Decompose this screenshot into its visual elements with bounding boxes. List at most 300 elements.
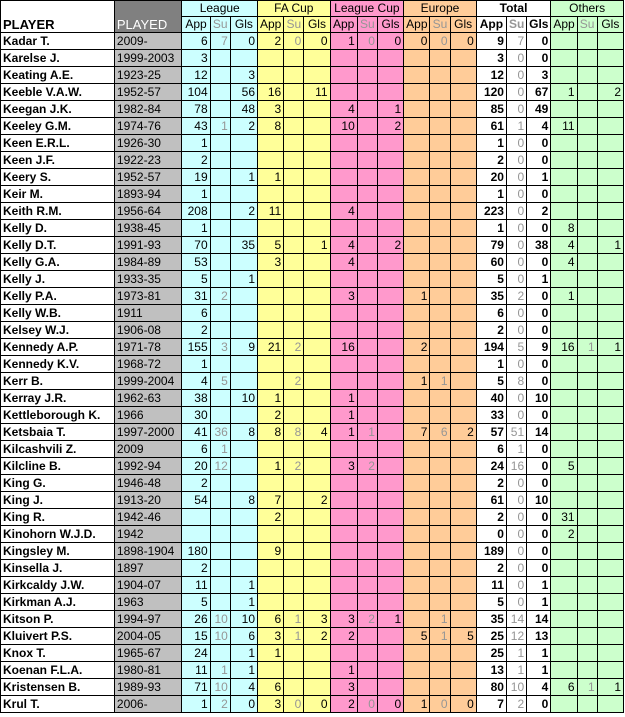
- stat-cell: 0: [527, 322, 551, 339]
- stat-cell: 7: [506, 33, 526, 50]
- subheader-fa-0: App: [258, 17, 284, 33]
- stat-cell: [577, 118, 597, 135]
- stat-cell: [430, 526, 450, 543]
- stat-cell: [551, 373, 577, 390]
- stat-cell: 4: [304, 424, 330, 441]
- table-row: [1, 322, 624, 339]
- stat-cell: 0: [506, 84, 526, 101]
- stat-cell: [230, 475, 257, 492]
- stat-cell: [377, 67, 403, 84]
- stat-cell: [450, 186, 476, 203]
- stat-cell: [258, 662, 284, 679]
- stat-cell: [430, 458, 450, 475]
- stat-cell: 0: [377, 696, 403, 713]
- stat-cell: [450, 101, 476, 118]
- player-name: Keating A.E.: [1, 67, 115, 84]
- played-years: 1968-72: [114, 356, 182, 373]
- stat-cell: [551, 628, 577, 645]
- stat-cell: [597, 186, 623, 203]
- stat-cell: [284, 203, 304, 220]
- stat-cell: 7: [476, 696, 506, 713]
- stat-cell: 0: [506, 271, 526, 288]
- stat-cell: [284, 679, 304, 696]
- stat-cell: 0: [430, 696, 450, 713]
- stat-cell: 0: [527, 50, 551, 67]
- stat-cell: 2: [284, 458, 304, 475]
- stat-cell: 10: [230, 611, 257, 628]
- stat-cell: [404, 203, 430, 220]
- table-row: [1, 594, 624, 611]
- stat-cell: 1: [476, 220, 506, 237]
- stat-cell: [304, 390, 330, 407]
- stat-cell: [450, 288, 476, 305]
- stat-cell: 0: [357, 33, 377, 50]
- played-years: 1926-30: [114, 135, 182, 152]
- stat-cell: 70: [182, 237, 210, 254]
- stat-cell: [330, 135, 357, 152]
- stat-cell: 24: [476, 458, 506, 475]
- stat-cell: [404, 254, 430, 271]
- stat-cell: 13: [527, 628, 551, 645]
- stat-cell: 2: [330, 696, 357, 713]
- played-header-top: [114, 1, 182, 17]
- stat-cell: [551, 33, 577, 50]
- stat-cell: [597, 305, 623, 322]
- stat-cell: [330, 271, 357, 288]
- stat-cell: [551, 101, 577, 118]
- stat-cell: [357, 203, 377, 220]
- stat-cell: 1: [330, 407, 357, 424]
- stat-cell: [304, 373, 330, 390]
- stat-cell: [357, 645, 377, 662]
- stat-cell: 0: [527, 33, 551, 50]
- stat-cell: 79: [476, 237, 506, 254]
- stat-cell: [284, 526, 304, 543]
- player-name: Ketsbaia T.: [1, 424, 115, 441]
- stat-cell: [284, 543, 304, 560]
- stat-cell: [304, 509, 330, 526]
- stat-cell: [230, 288, 257, 305]
- table-row: [1, 305, 624, 322]
- stat-cell: [304, 271, 330, 288]
- stat-cell: 0: [450, 696, 476, 713]
- stat-cell: [284, 50, 304, 67]
- stat-cell: 4: [330, 237, 357, 254]
- played-years: 1906-08: [114, 322, 182, 339]
- stat-cell: 11: [551, 118, 577, 135]
- stat-cell: 85: [476, 101, 506, 118]
- player-name: Kingsley M.: [1, 543, 115, 560]
- stat-cell: 2: [210, 288, 230, 305]
- stat-cell: [210, 101, 230, 118]
- stat-cell: [551, 356, 577, 373]
- stat-cell: [284, 271, 304, 288]
- stat-cell: [258, 373, 284, 390]
- stat-cell: 9: [258, 543, 284, 560]
- stat-cell: [404, 169, 430, 186]
- stat-cell: 40: [476, 390, 506, 407]
- stat-cell: 2: [357, 611, 377, 628]
- stat-cell: [577, 101, 597, 118]
- stat-cell: [284, 288, 304, 305]
- stat-cell: [404, 50, 430, 67]
- stat-cell: [357, 679, 377, 696]
- stat-cell: 1: [258, 390, 284, 407]
- stat-cell: [230, 220, 257, 237]
- stat-cell: 6: [258, 611, 284, 628]
- stat-cell: [284, 509, 304, 526]
- stat-cell: [577, 424, 597, 441]
- stat-cell: [357, 526, 377, 543]
- stat-cell: [450, 67, 476, 84]
- stat-cell: [430, 594, 450, 611]
- stat-cell: [577, 322, 597, 339]
- stat-cell: 0: [284, 33, 304, 50]
- stat-cell: [597, 203, 623, 220]
- stat-cell: [597, 696, 623, 713]
- stat-cell: 25: [476, 645, 506, 662]
- stat-cell: [284, 577, 304, 594]
- stat-cell: [404, 526, 430, 543]
- stat-cell: [597, 492, 623, 509]
- player-name: Keeley G.M.: [1, 118, 115, 135]
- stat-cell: [577, 84, 597, 101]
- table-row: [1, 509, 624, 526]
- player-name: Krul T.: [1, 696, 115, 713]
- stat-cell: 2: [284, 339, 304, 356]
- stat-cell: [404, 492, 430, 509]
- stat-cell: 15: [182, 628, 210, 645]
- stat-cell: 1: [230, 169, 257, 186]
- table-row: [1, 543, 624, 560]
- stat-cell: 11: [258, 203, 284, 220]
- stat-cell: 0: [304, 33, 330, 50]
- stat-cell: 5: [476, 271, 506, 288]
- stat-cell: [551, 186, 577, 203]
- stat-cell: [304, 560, 330, 577]
- stat-cell: [230, 50, 257, 67]
- stat-cell: 1: [476, 356, 506, 373]
- stat-cell: 1: [182, 220, 210, 237]
- stat-cell: [551, 645, 577, 662]
- stat-cell: [210, 407, 230, 424]
- stat-cell: [330, 67, 357, 84]
- stat-cell: 8: [551, 220, 577, 237]
- stat-cell: 1: [551, 84, 577, 101]
- stat-cell: [551, 305, 577, 322]
- stat-cell: [450, 594, 476, 611]
- stat-cell: [377, 203, 403, 220]
- stat-cell: 10: [210, 628, 230, 645]
- played-years: 1994-97: [114, 611, 182, 628]
- stat-cell: 2: [377, 118, 403, 135]
- played-years: 1911: [114, 305, 182, 322]
- stat-cell: 7: [258, 492, 284, 509]
- stat-cell: 31: [551, 509, 577, 526]
- played-years: 2009: [114, 441, 182, 458]
- stat-cell: 8: [230, 424, 257, 441]
- table-row: [1, 67, 624, 84]
- stat-cell: [577, 50, 597, 67]
- player-name: Kelly P.A.: [1, 288, 115, 305]
- stat-cell: [597, 135, 623, 152]
- sub-header-row: [1, 17, 624, 33]
- stat-cell: [597, 101, 623, 118]
- table-row: [1, 339, 624, 356]
- group-league-cup: League Cup: [330, 1, 404, 17]
- stat-cell: [430, 560, 450, 577]
- stat-cell: 0: [527, 220, 551, 237]
- stat-cell: 3: [258, 101, 284, 118]
- stat-cell: [258, 526, 284, 543]
- stat-cell: [377, 543, 403, 560]
- stat-cell: 0: [527, 509, 551, 526]
- stat-cell: 1: [476, 186, 506, 203]
- stat-cell: [551, 322, 577, 339]
- stat-cell: 0: [506, 101, 526, 118]
- stat-cell: 6: [182, 33, 210, 50]
- stat-cell: 9: [527, 339, 551, 356]
- stat-cell: 1: [597, 339, 623, 356]
- stat-cell: 16: [506, 458, 526, 475]
- player-header: PLAYER: [1, 17, 115, 33]
- played-years: 1999-2003: [114, 50, 182, 67]
- stat-cell: [577, 220, 597, 237]
- stat-cell: [430, 84, 450, 101]
- stat-cell: [551, 407, 577, 424]
- stat-cell: [404, 84, 430, 101]
- stat-cell: [577, 186, 597, 203]
- stat-cell: [551, 594, 577, 611]
- table-row: [1, 390, 624, 407]
- stat-cell: [304, 475, 330, 492]
- stat-cell: [577, 305, 597, 322]
- played-years: 1946-48: [114, 475, 182, 492]
- stat-cell: [377, 322, 403, 339]
- stat-cell: [450, 560, 476, 577]
- stat-cell: [230, 305, 257, 322]
- stat-cell: 0: [506, 356, 526, 373]
- stat-cell: 1: [377, 611, 403, 628]
- table-row: [1, 186, 624, 203]
- table-body: [1, 33, 624, 713]
- stat-cell: [377, 288, 403, 305]
- stat-cell: 6: [476, 441, 506, 458]
- stat-cell: [551, 135, 577, 152]
- stat-cell: [357, 356, 377, 373]
- stat-cell: 5: [182, 271, 210, 288]
- stat-cell: 1: [506, 645, 526, 662]
- stat-cell: [284, 169, 304, 186]
- stat-cell: 2: [304, 628, 330, 645]
- stat-cell: [210, 475, 230, 492]
- stat-cell: 14: [527, 611, 551, 628]
- stat-cell: [357, 237, 377, 254]
- stat-cell: [450, 203, 476, 220]
- stat-cell: 3: [258, 254, 284, 271]
- stat-cell: [377, 373, 403, 390]
- stat-cell: 0: [527, 441, 551, 458]
- stat-cell: 26: [182, 611, 210, 628]
- stat-cell: [597, 288, 623, 305]
- stat-cell: 0: [284, 696, 304, 713]
- stat-cell: 1: [506, 662, 526, 679]
- played-years: 1980-81: [114, 662, 182, 679]
- stat-cell: 0: [506, 322, 526, 339]
- stat-cell: [304, 169, 330, 186]
- stat-cell: [258, 186, 284, 203]
- played-years: 2004-05: [114, 628, 182, 645]
- stat-cell: 2: [506, 696, 526, 713]
- stat-cell: [357, 50, 377, 67]
- stat-cell: 1: [577, 339, 597, 356]
- stat-cell: [450, 220, 476, 237]
- stat-cell: [577, 271, 597, 288]
- stat-cell: [258, 560, 284, 577]
- stat-cell: 0: [230, 33, 257, 50]
- stat-cell: 35: [230, 237, 257, 254]
- stat-cell: [430, 679, 450, 696]
- stat-cell: [430, 475, 450, 492]
- stat-cell: [450, 50, 476, 67]
- stat-cell: 0: [527, 288, 551, 305]
- stat-cell: [330, 526, 357, 543]
- table-row: [1, 458, 624, 475]
- stat-cell: [450, 118, 476, 135]
- stat-cell: 2: [258, 33, 284, 50]
- stat-cell: 1: [527, 645, 551, 662]
- stat-cell: 5: [258, 237, 284, 254]
- subheader-lc-2: Gls: [377, 17, 403, 33]
- stat-cell: 2: [506, 288, 526, 305]
- stat-cell: 0: [506, 407, 526, 424]
- stat-cell: 2: [404, 339, 430, 356]
- stat-cell: [330, 356, 357, 373]
- stat-cell: 1: [330, 424, 357, 441]
- stat-cell: 0: [527, 526, 551, 543]
- stat-cell: [430, 390, 450, 407]
- stat-cell: [210, 135, 230, 152]
- stat-cell: [450, 152, 476, 169]
- stat-cell: [450, 339, 476, 356]
- played-years: 1933-35: [114, 271, 182, 288]
- stat-cell: [404, 662, 430, 679]
- stat-cell: [551, 424, 577, 441]
- stat-cell: 1: [210, 441, 230, 458]
- player-name: Kadar T.: [1, 33, 115, 50]
- stat-cell: 10: [230, 390, 257, 407]
- stat-cell: [357, 271, 377, 288]
- stat-cell: 0: [404, 33, 430, 50]
- stat-cell: [430, 543, 450, 560]
- player-name: Kennedy A.P.: [1, 339, 115, 356]
- stat-cell: [404, 186, 430, 203]
- stat-cell: 11: [182, 662, 210, 679]
- stat-cell: 0: [506, 475, 526, 492]
- stat-cell: [258, 67, 284, 84]
- played-years: 1974-76: [114, 118, 182, 135]
- stat-cell: 1: [230, 577, 257, 594]
- stat-cell: [577, 356, 597, 373]
- stat-cell: [404, 220, 430, 237]
- stat-cell: [377, 492, 403, 509]
- stat-cell: [357, 135, 377, 152]
- stat-cell: 3: [330, 679, 357, 696]
- group-league: League: [182, 1, 258, 17]
- stat-cell: [597, 322, 623, 339]
- stat-cell: 0: [506, 594, 526, 611]
- stat-cell: [404, 611, 430, 628]
- stat-cell: 2: [476, 560, 506, 577]
- played-years: 1997-2000: [114, 424, 182, 441]
- stat-cell: [577, 203, 597, 220]
- stat-cell: 3: [230, 67, 257, 84]
- stat-cell: 6: [182, 305, 210, 322]
- stat-cell: 2: [476, 152, 506, 169]
- stat-cell: [182, 509, 210, 526]
- stat-cell: 1: [210, 662, 230, 679]
- played-header: PLAYED: [114, 17, 182, 33]
- stat-cell: 1: [304, 237, 330, 254]
- stat-cell: [304, 186, 330, 203]
- stat-cell: [330, 152, 357, 169]
- stat-cell: 4: [527, 679, 551, 696]
- stat-cell: [230, 407, 257, 424]
- player-name: Kelly J.: [1, 271, 115, 288]
- table-row: [1, 696, 624, 713]
- stat-cell: [577, 169, 597, 186]
- stat-cell: 0: [527, 458, 551, 475]
- stat-cell: [210, 543, 230, 560]
- stat-cell: [404, 67, 430, 84]
- stat-cell: 0: [527, 135, 551, 152]
- played-years: 1942: [114, 526, 182, 543]
- stat-cell: [450, 305, 476, 322]
- stat-cell: [304, 594, 330, 611]
- stat-cell: 0: [527, 305, 551, 322]
- stat-cell: [577, 645, 597, 662]
- stat-cell: [577, 560, 597, 577]
- stat-cell: [258, 271, 284, 288]
- stat-cell: [377, 458, 403, 475]
- stat-cell: [597, 118, 623, 135]
- stat-cell: [450, 509, 476, 526]
- stat-cell: [597, 373, 623, 390]
- stat-cell: 14: [527, 424, 551, 441]
- stat-cell: [577, 509, 597, 526]
- stat-cell: [577, 288, 597, 305]
- stat-cell: 189: [476, 543, 506, 560]
- stat-cell: 3: [258, 696, 284, 713]
- stat-cell: 0: [506, 509, 526, 526]
- stat-cell: 3: [330, 288, 357, 305]
- stat-cell: [330, 441, 357, 458]
- stat-cell: [450, 679, 476, 696]
- stat-cell: 16: [330, 339, 357, 356]
- stat-cell: 1: [230, 271, 257, 288]
- stat-cell: 1: [597, 237, 623, 254]
- stat-cell: 35: [476, 288, 506, 305]
- stat-cell: [377, 169, 403, 186]
- stat-cell: 5: [551, 458, 577, 475]
- stat-cell: 53: [182, 254, 210, 271]
- stat-cell: 1: [527, 577, 551, 594]
- stat-cell: 33: [476, 407, 506, 424]
- stat-cell: 0: [506, 577, 526, 594]
- stat-cell: [210, 220, 230, 237]
- stat-cell: [357, 118, 377, 135]
- table-row: [1, 424, 624, 441]
